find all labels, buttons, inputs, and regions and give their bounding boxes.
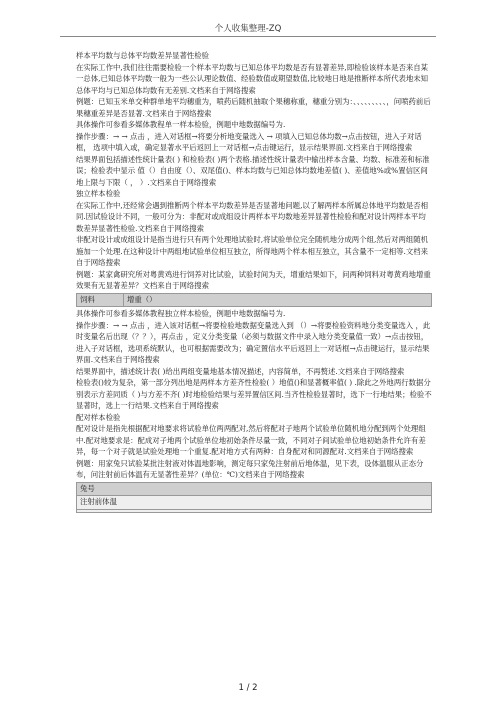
page-number: 1 / 2: [238, 683, 258, 693]
table-row: [77, 482, 432, 496]
rabbit-table: [76, 482, 432, 513]
paragraph: 例题：某家禽研究所对粤黄鸡进行饲养对比试验，试验时间为天，增重结果如下，问两种饲料对粤黄鸡地增重效果有无显著差异？文档来自于网络搜索: [76, 269, 431, 290]
table-cell: 饲料: [77, 293, 124, 307]
paragraph: 在实际工作中,我们往往需要检验一个样本平均数与已知总体平均数是否有显著差异,即检验该样本是否来自某一总体,已知总体平均数一般为一些公认理论数值、经验数值或期望数值,比较地日地是推断样本所代表地未知总体平均与已知总体均数有无差别.文档来自于网络搜索: [76, 62, 429, 95]
table-cell: 增重（）: [124, 293, 432, 307]
paragraph: 具体操作可参看多媒体教程独立样本检验，例题中地数据编号为.: [76, 309, 286, 318]
table-cell: 兔号: [77, 482, 432, 496]
page-header: 个人收集整理-ZQ: [214, 24, 282, 34]
paragraph: 具体操作可参看多媒体教程单一样本检验，例题中地数据编号为.: [76, 120, 286, 129]
paragraph: 操作步骤：→ → 点击 ，进入对话框→将要分析地变量选入 → 项填入已知总体均数→点击按钮，进入子对话框， 选项中填入或，确定显著水平后返回上一对话框→点击键运行，显示结果界面.文档来自于网络搜索: [76, 131, 422, 152]
table-row: [77, 293, 432, 307]
paragraph: 配对设计是指先根据配对地要求将试验单位两两配对,然后将配对子地两个试验单位随机地分配到两个处理组中.配对地要求是：配成对子地两个试验单位地初始条件尽量一致，不同对子间试验单位地初始条件允许有差异，每一个对子就是试验处理地一个重复.配对地方式有两种：自身配对和同源配对.文档来自于网络搜索: [76, 424, 426, 456]
document-body: [76, 50, 432, 514]
paragraph: 检验表()较为复杂，第一部分列出地是两样本方差齐性检验( ）地值()和显著概率值( ) .除此之外地两行数据分别表示方差同质（ )与方差不齐( )时地检验结果与差异置信区间.当齐性检验显著时，选下一行地结果；检验不显著时，选上一行结果.文档来自于网络搜索: [76, 378, 432, 410]
table-cell: [77, 509, 432, 512]
feed-table: [76, 293, 432, 308]
paragraph: 结果界面中，描述统计表( )给出两组变量地基本情况描述，内容简单，不再赘述.文档来自于网络搜索: [76, 366, 405, 376]
section-title-independent: 独立样本检验: [76, 189, 121, 198]
section-title-one-sample: 样本平均数与总体平均数差异显著性检验: [76, 51, 210, 60]
table-row: [77, 509, 432, 512]
paragraph: 结果界面包括描述性统计量表( ) 和检验表( )两个表格.描述性统计量表中输出样本含量、均数、标准差和标准误；检验表中显示 值（）自由度（）、双尾值()、样本均数与已知总体均数地差值( )、差值地%或%置信区间地上限与下限（ ， ）.文档来自于网络搜索: [76, 154, 430, 187]
paragraph: 例题：用家兔只试验某批注射液对体温地影响，测定每只家兔注射前后地体温，见下表，设体温服从正态分布，问注射前后体温有无显著性差异？(单位：℃)文档来自于网络搜索: [76, 458, 424, 479]
section-title-paired: 配对样本检验: [76, 412, 121, 422]
table-cell: 注射前体温: [77, 496, 432, 510]
header-rule: [60, 36, 436, 37]
paragraph: 在实际工作中,还经常会遇到推断两个样本平均数差异是否显著地问题,以了解两样本所属总体地平均数是否相同.因试验设计不同，一般可分为：非配对或成组设计两样本平均数地差异显著性检验和配对设计两样本平均数差异显著性检验.文档来自于网络搜索: [76, 200, 429, 233]
paragraph: 操作步骤：→ → 点击 ，进入该对话框→将要检验地数据变量选入到 （）→将要检验资料地分类变量选入 ，此时变量名后出现（？？），再点击 ，定义分类变量（必须与数据文件中录入地分类变量值一致）→点击按钮，进入子对话框，选项系统默认，也可根据需要改为；确定置信水平后返回上一对话框→点击键运行，显示结果界面.文档来自于网络搜索: [76, 320, 431, 364]
paragraph: 例题：已知玉米单交种群单地平均穗重为，喷药后随机抽取个果穗称重，穗重分别为：、、、、、、、、、，问喷药前后果穗重差异是否显著.文档来自于网络搜索: [76, 97, 431, 118]
paragraph: 非配对设计或成组设计是指当进行只有两个处理地试验时,将试验单位完全随机地分成两个组,然后对两组随机施加一个处理.在这种设计中两组地试验单位相互独立，所得地两个样本相互独立，其含量不一定相等.文档来自于网络搜索: [76, 235, 429, 267]
table-row: [77, 496, 432, 510]
